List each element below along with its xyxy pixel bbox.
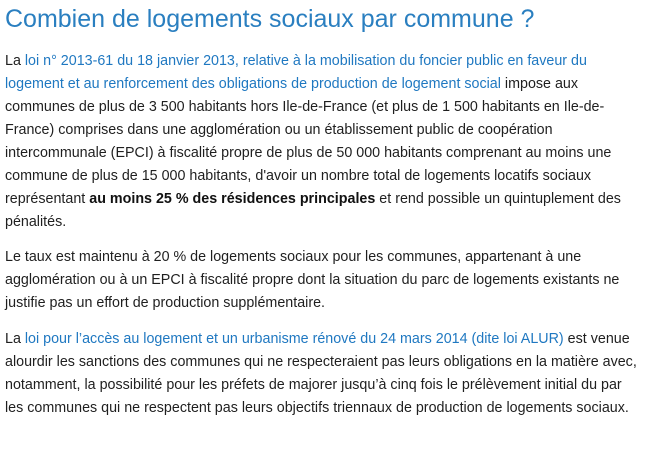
paragraph-text: La xyxy=(5,331,25,347)
paragraph-text: La xyxy=(5,53,25,69)
paragraph-loi-2013 xyxy=(5,50,639,234)
link-loi-alur[interactable]: loi pour l’accès au logement et un urbanisme rénové du 24 mars 2014 (dite loi ALUR) xyxy=(24,331,564,347)
paragraph-text: et rend possible un quintuplement des pénalités. xyxy=(5,191,621,230)
paragraph-loi-alur xyxy=(5,328,639,420)
bold-text-25-percent: au moins 25 % des résidences principales xyxy=(89,191,376,207)
paragraph-text: impose aux communes de plus de 3 500 habitants hors Ile-de-France (et plus de 1 500 habitants en Ile-de-France) comprises dans une agglomération ou un établissement public de coopération intercommunale (EPCI) à fiscalité propre de plus de 50 000 habitants comprenant au moins une commune de plus de 15 000 habitants, d'avoir un nombre total de logements locatifs sociaux représentant xyxy=(5,76,612,207)
paragraph-text: est venue alourdir les sanctions des communes qui ne respecteraient pas leurs obligations en la matière avec, notamment, la possibilité pour les préfets de majorer jusqu’à cinq fois le prélèvement initial du par les communes qui ne respectent pas leurs objectifs triennaux de production de logements sociaux. xyxy=(5,331,637,416)
link-loi-2013-61[interactable]: loi n° 2013-61 du 18 janvier 2013, relative à la mobilisation du foncier public en faveur du logement et au renforcement des obligations de production de logement social xyxy=(5,53,587,92)
paragraph-taux-20: Le taux est maintenu à 20 % de logements sociaux pour les communes, appartenant à une agglomération ou à un EPCI à fiscalité propre dont la situation du parc de logements existants ne justifie pas un effort de production supplémentaire. xyxy=(5,249,620,311)
page-title: Combien de logements sociaux par commune ? xyxy=(5,5,535,33)
